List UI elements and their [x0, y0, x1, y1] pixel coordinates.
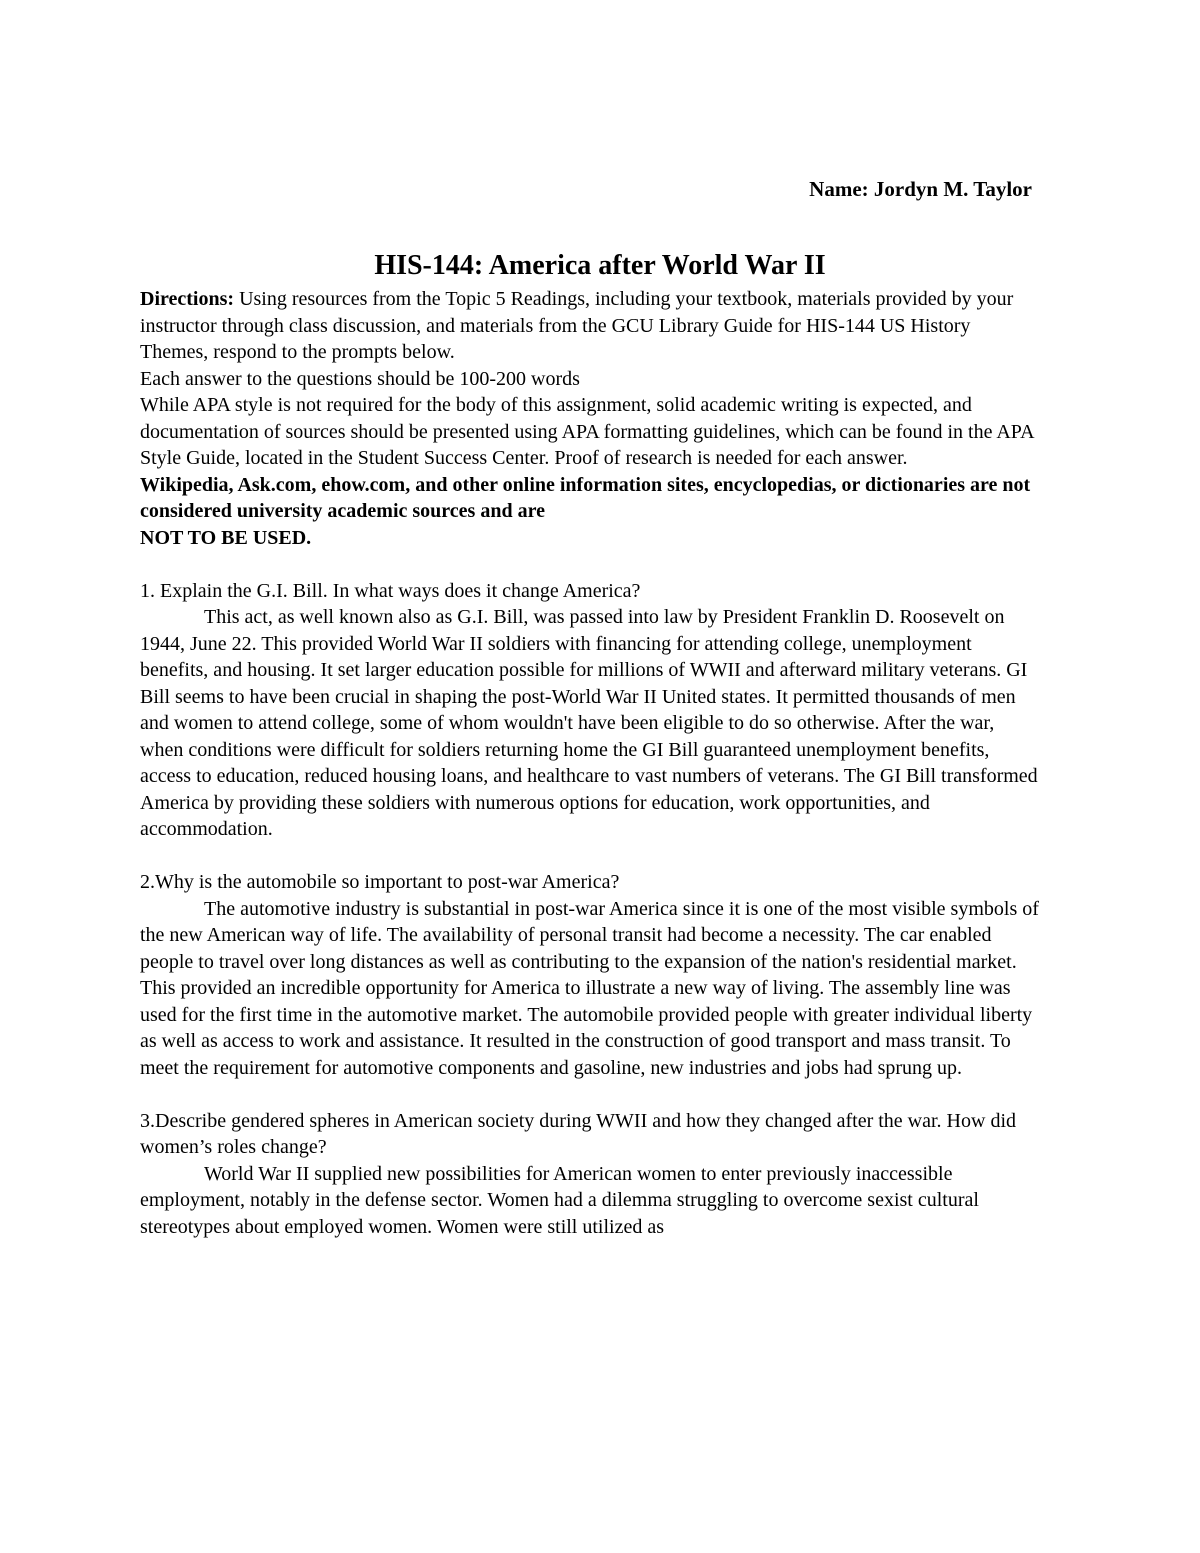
student-name: Name: Jordyn M. Taylor [809, 177, 1032, 201]
directions-text: Using resources from the Topic 5 Readings, including your textbook, materials provided by your instructor through class discussion, and materials from the GCU Library Guide for HIS-144 US History Themes, respond to the prompts below. [140, 288, 1014, 363]
directions-paragraph [140, 286, 1040, 366]
question-prompt: 2.Why is the automobile so important to post-war America? [140, 871, 620, 893]
question-answer: World War II supplied new possibilities for American women to enter previously inaccessible employment, notably in the defense sector. Women had a dilemma struggling to overcome sexist cultural stereotypes about employed women. Women were still utilized as [140, 1162, 979, 1238]
question-prompt: 1. Explain the G.I. Bill. In what ways does it change America? [140, 579, 641, 602]
question-prompt: 3.Describe gendered spheres in American society during WWII and how they changed after the war. How did women’s roles change? [140, 1109, 1016, 1158]
document-body [140, 286, 1040, 1240]
question-answer: This act, as well known also as G.I. Bill, was passed into law by President Franklin D. Roosevelt on 1944, June 22. This provided World War II soldiers with financing for attending college, unemployment benefits, and housing. It set larger education possible for millions of WWII and afterward military veterans. GI Bill seems to have been crucial in shaping the post-World War II United states. It permitted thousands of men and women to attend college, some of whom wouldn't have been eligible to do so otherwise. After the war, when conditions were difficult for soldiers returning home the GI Bill guaranteed unemployment benefits, access to education, reduced housing loans, and healthcare to vast numbers of veterans. The GI Bill transformed America by providing these soldiers with numerous options for education, work opportunities, and accommodation. [140, 606, 1038, 840]
spacer [140, 1081, 1040, 1108]
question-answer: The automotive industry is substantial in post-war America since it is one of the most visible symbols of the new American way of life. The availability of personal transit had become a necessity. The car enabled people to travel over long distances as well as contributing to the expansion of the nation's residential market. This provided an incredible opportunity for America to illustrate a new way of living. The assembly line was used for the first time in the automotive market. The automobile provided people with greater individual liberty as well as access to work and assistance. It resulted in the construction of good transport and mass transit. To meet the requirement for automotive components and gasoline, new industries and jobs had sprung up. [140, 897, 1039, 1079]
apa-note: While APA style is not required for the body of this assignment, solid academic writing is expected, and documentation of sources should be presented using APA formatting guidelines, which can be found in the APA Style Guide, located in the Student Success Center. Proof of research is needed for each answer. [140, 394, 1034, 469]
directions-label: Directions: [140, 288, 235, 310]
spacer [140, 551, 1040, 578]
sources-warning-end: NOT TO BE USED. [140, 526, 312, 549]
spacer [140, 843, 1040, 870]
sources-warning: Wikipedia, Ask.com, ehow.com, and other online information sites, encyclopedias, or dictionaries are not considered university academic sources and are [140, 473, 1031, 522]
word-count-note: Each answer to the questions should be 100-200 words [140, 367, 580, 390]
document-title: HIS-144: America after World War II [374, 250, 826, 281]
